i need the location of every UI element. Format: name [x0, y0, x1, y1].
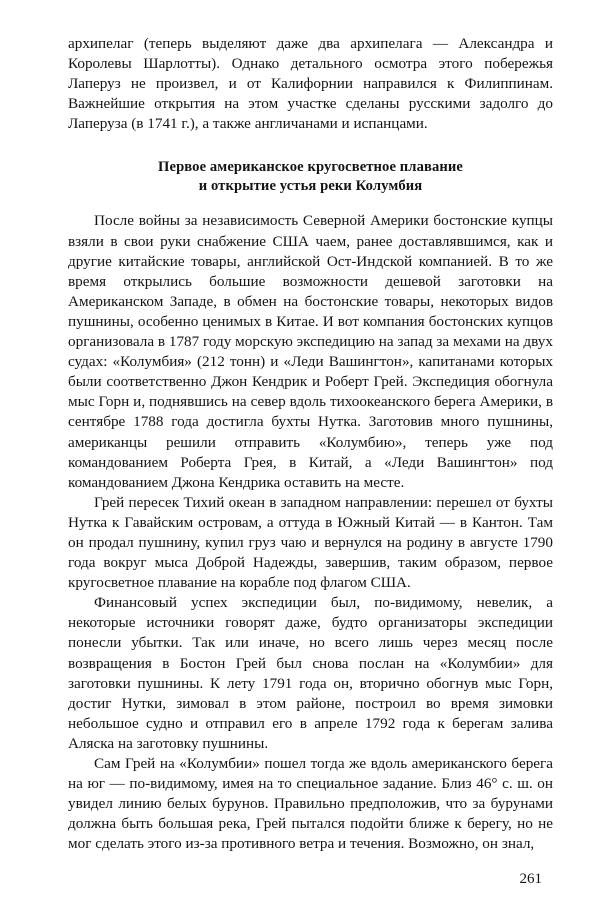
- paragraph-2: Грей пересек Тихий океан в западном направлении: перешел от бухты Нутка к Гавайским островам, а оттуда в Южный Китай — в Кантон. Там он продал пушнину, купил груз чаю и вернулся на родину в августе 1790 года вокруг мыса Доброй Надежды, завершив, таким образом, первое кругосветное плавание на корабле под флагом США.: [68, 493, 553, 592]
- paragraph-4: Сам Грей на «Колумбии» пошел тогда же вдоль американского берега на юг — по-видимому, имея на то специальное задание. Близ 46° с. ш. он увидел линию белых бурунов. Правильно предположив, что за бурунами должна быть большая река, Грей пытался подойти ближе к берегу, но не мог сделать этого из-за противного ветра и течения. Возможно, он знал,: [68, 755, 553, 853]
- section-heading-line-2: и открытие устья реки Колумбия: [198, 177, 423, 194]
- section-heading: [68, 158, 553, 195]
- section-heading-line-1: Первое американское кругосветное плавание: [158, 159, 463, 176]
- intro-paragraph: архипелаг (теперь выделяют даже два архипелага — Александра и Королевы Шарлотты). Однако детального осмотра этого побережья Лаперуз не произвел, и от Калифорнии направился к Филиппинам. Важнейшие открытия на этом участке сделаны русскими задолго до Лаперуза (в 1741 г.), а также англичанами и испанцами.: [68, 35, 553, 133]
- page-number: 261: [519, 871, 542, 887]
- page-body: [68, 34, 553, 854]
- paragraph-1: После войны за независимость Северной Америки бостонские купцы взяли в свои руки снабжение США чаем, ранее доставлявшимся, как и другие китайские товары, английской Ост-Индской компанией. В то же время открылись большие возможности дешевой заготовки на Американском Западе, в обмен на бостонские товары, некоторых видов пушнины, особенно ценимых в Китае. И вот компания бостонских купцов организовала в 1787 году морскую экспедицию на запад за мехами на двух судах: «Колумбия» (212 тонн) и «Леди Вашингтон», капитанами которых были соответственно Джон Кендрик и Роберт Грей. Экспедиция обогнула мыс Горн и, поднявшись на север вдоль тихоокеанского берега Америки, в сентябре 1788 года достигла бухты Нутка. Заготовив много пушнины, американцы решили отправить «Колумбию», теперь уже под командованием Роберта Грея, в Китай, а «Леди Вашингтон» под командованием Джона Кендрика оставить на месте.: [68, 212, 553, 491]
- paragraph-3: Финансовый успех экспедиции был, по-видимому, невелик, а некоторые источники говорят даже, будто организаторы экспедиции понесли убытки. Так или иначе, но всего лишь через месяц после возвращения в Бостон Грей был снова послан на «Колумбии» для заготовки пушнины. К лету 1791 года он, вторично обогнув мыс Горн, достиг Нутки, зимовал в этом районе, построил во время зимовки небольшое судно и отправил его в апреле 1792 года к берегам залива Аляска на заготовку пушнины.: [68, 594, 553, 752]
